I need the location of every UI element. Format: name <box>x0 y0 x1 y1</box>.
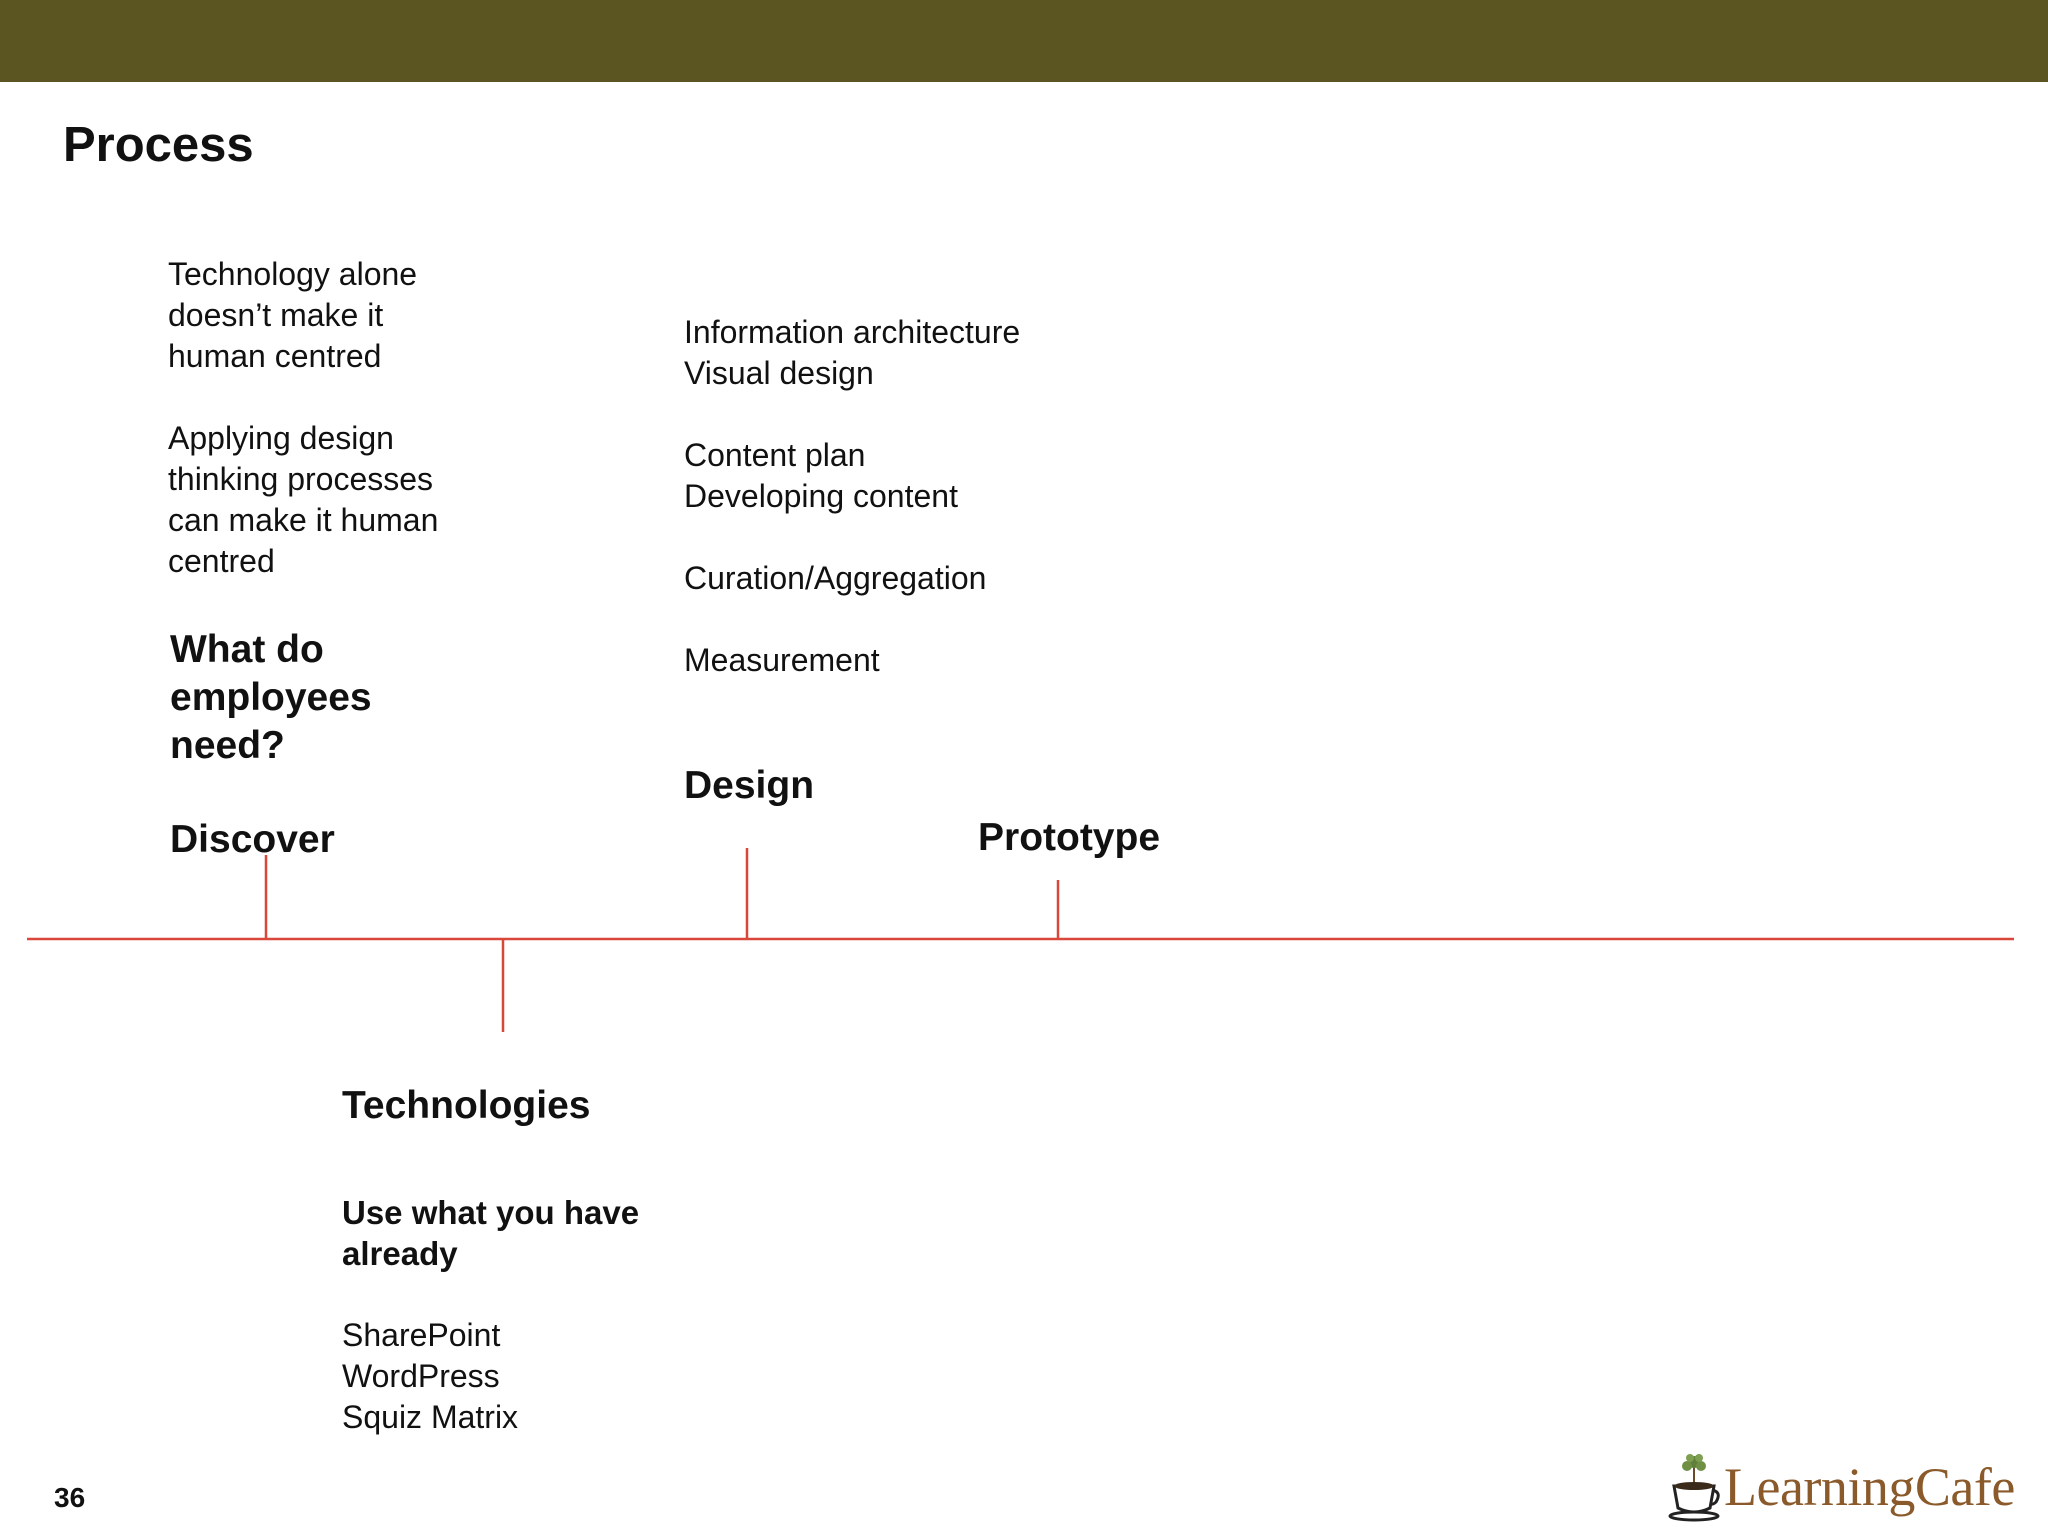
design-item: Developing content <box>684 478 958 514</box>
logo-text: LearningCafe <box>1724 1457 2015 1517</box>
page-number: 36 <box>54 1482 86 1513</box>
technologies-subheading-line: Use what you have <box>342 1194 640 1231</box>
discover-question-line: need? <box>170 724 285 767</box>
design-items-1 <box>684 312 1020 394</box>
technologies-list <box>342 1315 518 1438</box>
technology-item: WordPress <box>342 1358 500 1394</box>
technology-item: Squiz Matrix <box>342 1399 519 1435</box>
learningcafe-logo <box>1668 1452 2015 1522</box>
design-item: Curation/Aggregation <box>684 560 987 596</box>
design-item: Measurement <box>684 642 880 678</box>
discover-label: Discover <box>170 818 335 861</box>
design-item: Visual design <box>684 355 874 391</box>
discover-note-line: thinking processes <box>168 461 434 497</box>
discover-notes-1 <box>168 254 417 377</box>
discover-note-line: Technology alone <box>168 256 418 292</box>
design-item: Information architecture <box>684 314 1021 350</box>
slide-title: Process <box>63 118 254 172</box>
coffee-cup-tree-icon <box>1668 1452 1720 1522</box>
discover-notes-2 <box>168 418 438 582</box>
discover-note-line: human centred <box>168 338 382 374</box>
discover-note-line: can make it human <box>168 502 439 538</box>
technologies-label: Technologies <box>342 1084 591 1127</box>
design-items-4 <box>684 640 880 681</box>
top-color-band <box>0 0 2048 82</box>
discover-question-line: What do <box>170 628 324 671</box>
discover-note-line: doesn’t make it <box>168 297 384 333</box>
discover-note-line: Applying design <box>168 420 394 456</box>
technologies-subheading-line: already <box>342 1235 458 1272</box>
discover-note-line: centred <box>168 543 275 579</box>
discover-question <box>170 626 372 770</box>
discover-question-line: employees <box>170 676 372 719</box>
prototype-label: Prototype <box>978 816 1161 859</box>
design-items-3 <box>684 558 986 599</box>
technologies-subheading <box>342 1192 639 1274</box>
design-items-2 <box>684 435 958 517</box>
design-item: Content plan <box>684 437 866 473</box>
technology-item: SharePoint <box>342 1317 501 1353</box>
design-label: Design <box>684 764 815 807</box>
